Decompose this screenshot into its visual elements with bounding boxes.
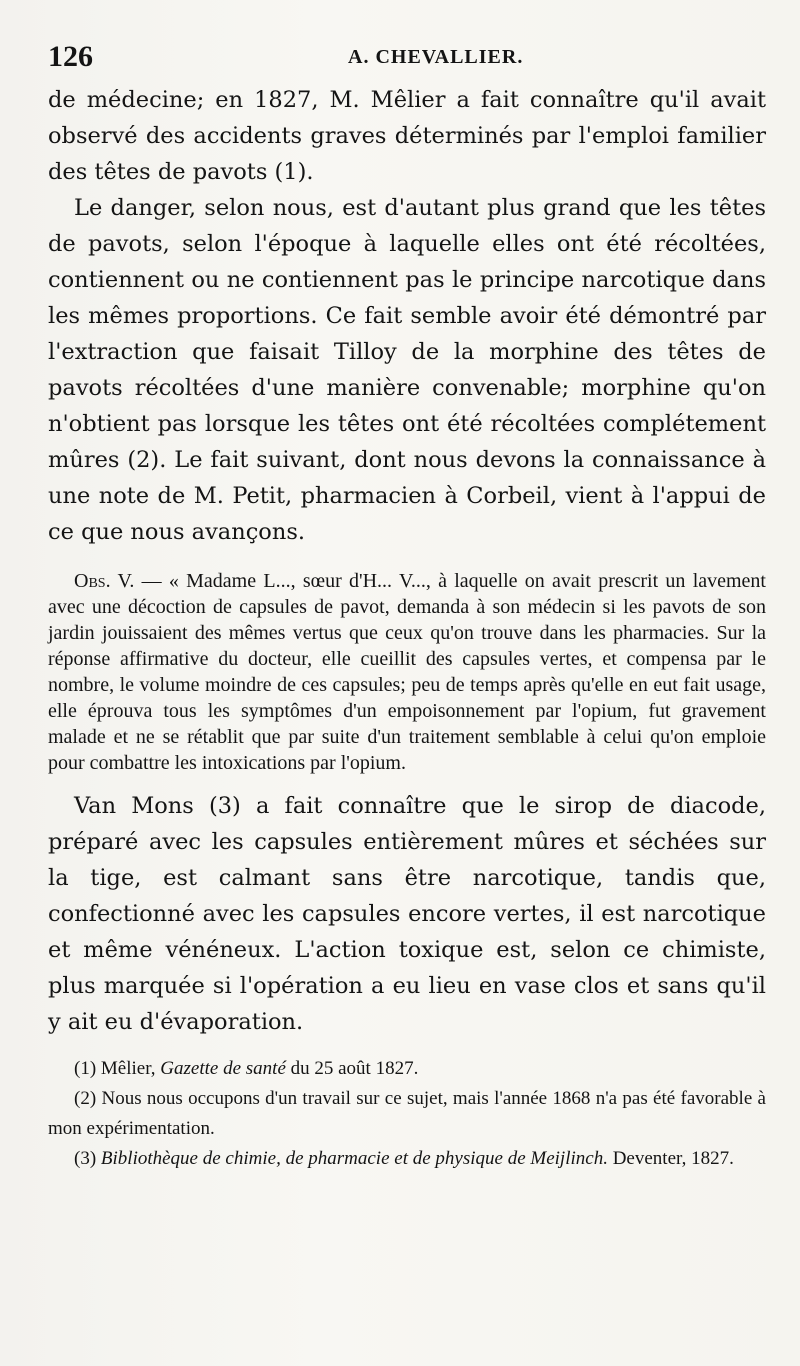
footnote-1-pre: (1) Mêlier, <box>74 1058 161 1079</box>
footnotes <box>48 1054 766 1174</box>
footnote-2: (2) Nous nous occupons d'un travail sur ce sujet, mais l'année 1868 n'a pas été favorable à mon expérimentation. <box>48 1088 766 1139</box>
observation-text: — « Madame L..., sœur d'H... V..., à laquelle on avait prescrit un lavement avec une décoction de capsules de pavot, demanda à son médecin si les pavots de son jardin jouissaient des mêmes vertus que ceux qu'on trouve dans les pharmacies. Sur la réponse affirmative du docteur, elle cueillit des capsules vertes, et compensa par le nombre, le volume moindre de ces capsules; peu de temps après qu'elle en eut fait usage, elle éprouva tous les symptômes d'un empoisonnement par l'opium, fut gravement malade et ne se rétablit que par suite d'un traitement semblable à celui qu'on emploie pour combattre les intoxications par l'opium. <box>48 570 766 774</box>
footnote-1-title: Gazette de santé <box>160 1058 286 1079</box>
footnote-3-title: Bibliothèque de chimie, de pharmacie et de physique de Meijlinch. <box>100 1148 608 1169</box>
observation-label: Obs. V. <box>74 570 135 592</box>
footnote-1 <box>48 1054 766 1084</box>
running-head: A. CHEVALLIER. <box>348 46 524 68</box>
paragraph-danger: Le danger, selon nous, est d'autant plus grand que les têtes de pavots, selon l'époque à laquelle elles ont été récoltées, contiennent ou ne contiennent pas le principe narcotique dans les mêmes proportions. Ce fait semble avoir été démontré par l'extraction que faisait Tilloy de la morphine des têtes de pavots récoltées d'une manière convenable; morphine qu'on n'obtient pas lorsque les têtes ont été récoltées complétement mûres (2). Le fait suivant, dont nous devons la connaissance à une note de M. Petit, pharmacien à Corbeil, vient à l'appui de ce que nous avançons. <box>48 195 766 545</box>
footnote-3 <box>48 1144 766 1174</box>
footnote-3-post: Deventer, 1827. <box>607 1148 734 1169</box>
page-header <box>48 40 766 82</box>
page-number: 126 <box>48 40 93 73</box>
paragraph-van-mons: Van Mons (3) a fait connaître que le sirop de diacode, préparé avec les capsules entièrement mûres et séchées sur la tige, est calmant sans être narcotique, tandis que, confectionné avec les capsules encore vertes, il est narcotique et même vénéneux. L'action toxique est, selon ce chimiste, plus marquée si l'opération a eu lieu en vase clos et sans qu'il y ait eu d'évaporation. <box>48 793 766 1035</box>
footnote-1-post: du 25 août 1827. <box>285 1058 419 1079</box>
paragraph-continued: de médecine; en 1827, M. Mêlier a fait connaître qu'il avait observé des accidents graves déterminés par l'emploi familier des têtes de pavots (1). <box>48 87 766 185</box>
observation-block <box>48 568 766 776</box>
footnote-3-pre: (3) <box>74 1148 101 1169</box>
